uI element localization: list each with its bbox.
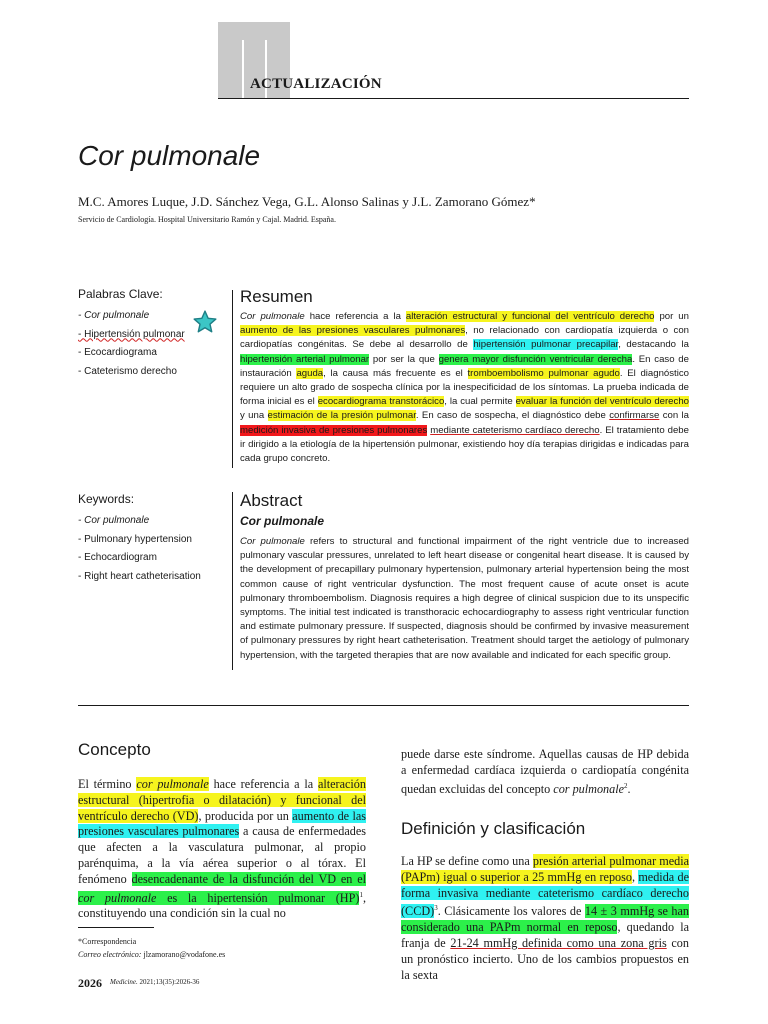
keywords-en-list — [78, 512, 228, 586]
affiliation: Servicio de Cardiología. Hospital Universitario Ramón y Cajal. Madrid. España. — [78, 215, 336, 224]
journal-citation: Medicine. 2021;13(35):2026-36 — [110, 978, 200, 986]
keyword-item: - Pulmonary hypertension — [78, 533, 192, 545]
column-divider — [232, 290, 233, 468]
section-label: ACTUALIZACIÓN — [250, 76, 382, 92]
resumen-body: Cor pulmonale hace referencia a la alteración estructural y funcional del ventrículo derecho por un aumento de las presiones vasculares pulmonares, no relacionado con cardiopatía izquierda o con cardiopatías congénitas. Se debe al desarrollo de hipertensión pulmonar precapilar, destacando la hipertensión arterial pulmonar por ser la que genera mayor disfunción ventricular derecha. En caso de instauración aguda, la causa más frecuente es el tromboembolismo pulmonar agudo. El diagnóstico requiere un alto grado de sospecha clínica por la inespecificidad de los síntomas. La prueba indicada de forma inicial es el ecocardiograma transtorácico, la cual permite evaluar la función del ventrículo derecho y una estimación de la presión pulmonar. En caso de sospecha, el diagnóstico debe confirmarse con la medición invasiva de presiones pulmonares mediante cateterismo cardíaco derecho. El tratamiento debe ir dirigido a la etiología de la hipertensión pulmonar, existiendo hoy día terapias dirigidas e indicadas para cada grupo concreto. — [240, 311, 689, 465]
keyword-item: - Hipertensión pulmonar — [78, 328, 185, 340]
abstract-body: Cor pulmonale refers to structural and functional impairment of the right ventricle due to increased pulmonary vascular pressures, unrelated to left heart disease or congenital heart disease. It is caused by the development of precapillary pulmonary hypertension, pulmonary arterial hypertension being the most common cause of right ventricular dysfunction. The most frequent cause of acute onset is acute pulmonary thromboembolism. Diagnosis requires a high degree of clinical suspicion due to its unspecific symptoms. The initial test indicated is transthoracic echocardiography to assess right ventricular function and estimate pulmonary pressure. If suspected, diagnosis should be confirmed by invasive measurement of pulmonary pressures by right heart catheterisation. Treatment should target the aetiology of pulmonary hypertension, with the targeted therapies that are now available and indicated for each specific group. — [240, 536, 689, 661]
footnote-correspondence: *Correspondencia — [78, 937, 137, 946]
keyword-item: - Right heart catheterisation — [78, 570, 201, 582]
concepto-body: El término cor pulmonale hace referencia a la alteración estructural (hipertrofia o dilatación) y funcional del ventrículo derecho (VD), producida por un aumento de las presiones vasculares pulmonares a causa de enfermedades que afecten a la vasculatura pulmonar, al propio parénquima, a la vía aérea superior o al tórax. El fenómeno desencadenante de la disfunción del VD en el cor pulmonale es la hipertensión pulmonar (HP)$^1$, constituyendo una condición sin la cual no — [78, 777, 366, 921]
footnote-email: Correo electrónico: jlzamorano@vodafone.es — [78, 950, 226, 959]
keyword-item: - Cateterismo derecho — [78, 365, 177, 377]
keyword-item: - Ecocardiograma — [78, 347, 157, 358]
footnote-rule — [78, 927, 154, 928]
concepto-continuation: puede darse este síndrome. Aquellas causas de HP debida a enfermedad cardíaca izquierda o cardiopatía congénita quedan excluidas del concepto cor pulmonale$^2$. — [401, 747, 689, 796]
keyword-item: - Echocardiogram — [78, 552, 157, 563]
abstract-heading: Abstract — [240, 491, 303, 510]
definicion-heading: Definición y clasificación — [401, 819, 586, 838]
definicion-body: La HP se define como una presión arterial pulmonar media (PAPm) igual o superior a 25 mmHg en reposo, medida de forma invasiva mediante cateterismo cardíaco derecho (CCD)$^3$. Clásicamente los valores de 14 ± 3 mmHg se han considerado una PAPm normal en reposo, quedando la franja de 21-24 mmHg definida como una zona gris con un pronóstico incierto. Uno de los cambios propuestos en la sexta — [401, 854, 689, 982]
section-rule — [78, 705, 689, 706]
keywords-en-heading: Keywords: — [78, 492, 135, 506]
concepto-heading: Concepto — [78, 740, 151, 759]
header-rule — [218, 98, 689, 99]
resumen-heading: Resumen — [240, 287, 313, 306]
keywords-es-heading: Palabras Clave: — [78, 287, 163, 301]
star-icon — [192, 309, 218, 335]
column-divider — [232, 492, 233, 670]
authors: M.C. Amores Luque, J.D. Sánchez Vega, G.L. Alonso Salinas y J.L. Zamorano Gómez* — [78, 194, 536, 209]
keyword-item: - Cor pulmonale — [78, 310, 150, 321]
abstract-subheading: Cor pulmonale — [240, 514, 325, 528]
keyword-item: - Cor pulmonale — [78, 515, 150, 526]
page-number: 2026 — [78, 976, 102, 990]
article-title: Cor pulmonale — [78, 140, 261, 171]
